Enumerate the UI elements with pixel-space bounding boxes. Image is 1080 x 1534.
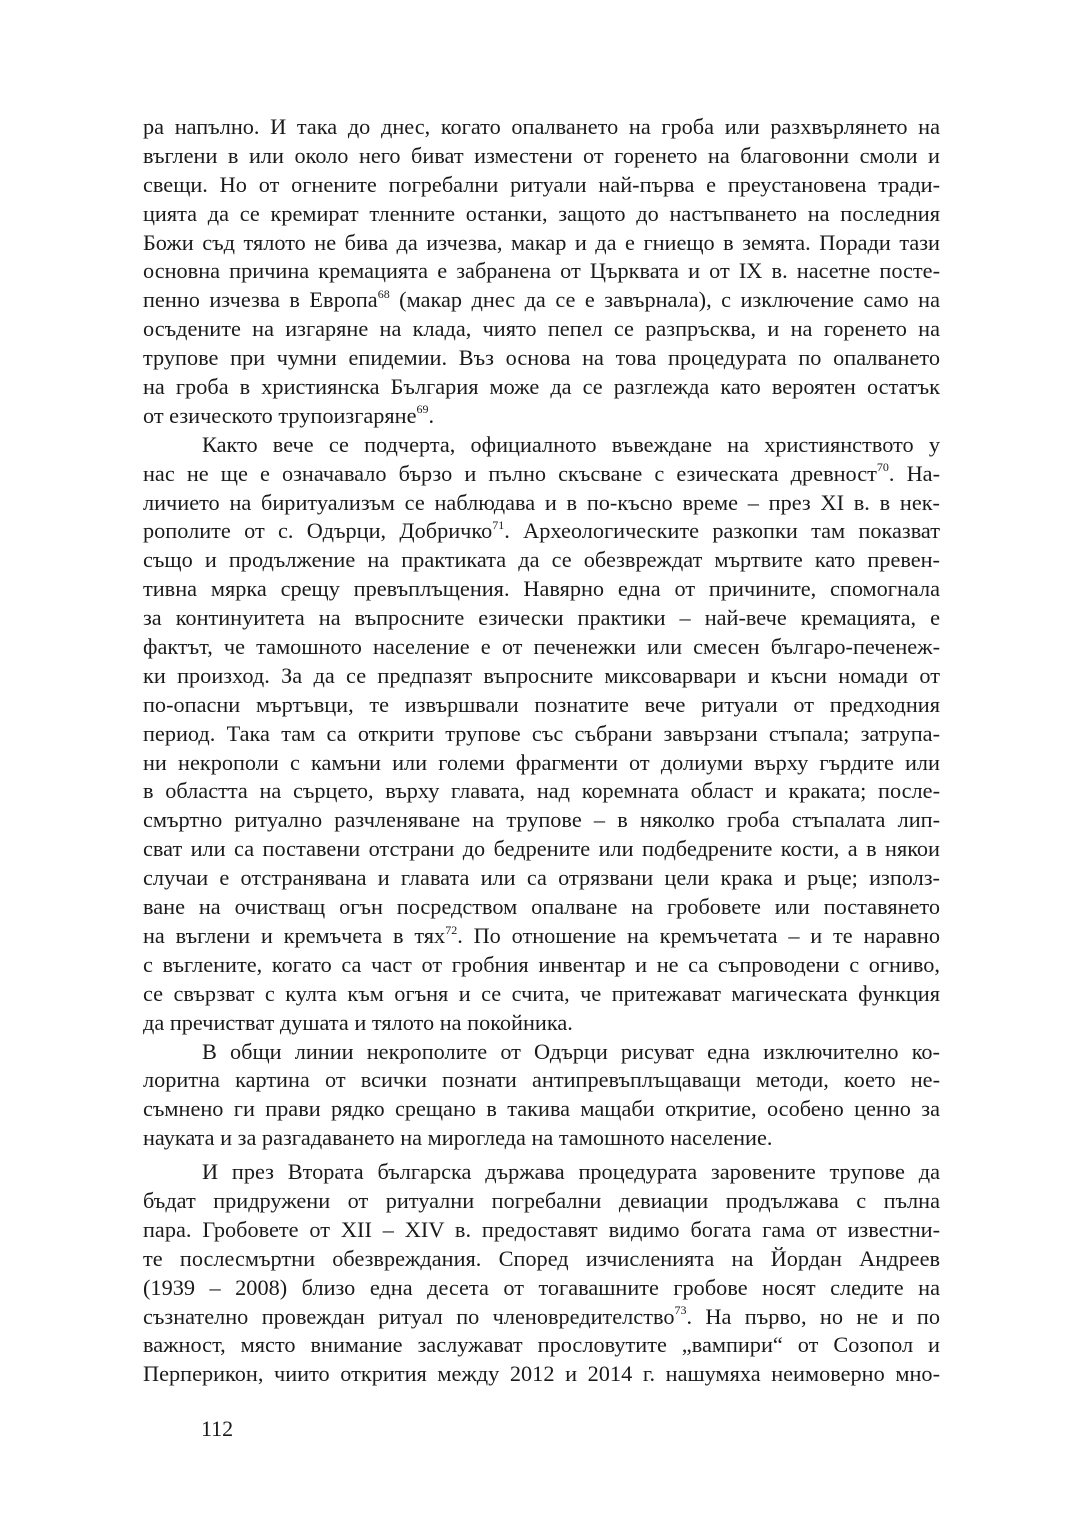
text-line: с въглените, когато са част от гробния инвентар и не са съпроводени с огниво, (143, 951, 940, 977)
paragraph (143, 431, 940, 1038)
paragraph (143, 113, 940, 431)
text-line: личието на биритуализъм се наблюдава и в по-късно време – през XI в. в нек- (143, 489, 940, 515)
text-line: ни некрополи с камъни или големи фрагменти от долиуми върху гърдите или (143, 749, 940, 775)
text-line: пара. Гробовете от XII – XIV в. предоставят видимо богата гама от известни- (143, 1216, 940, 1242)
text-line: лоритна картина от всички познати антипревъплъщаващи методи, което не- (143, 1067, 940, 1093)
text-line: съзнателно провеждан ритуал по членовредителство$^{73}$. На първо, но не и по (143, 1303, 940, 1329)
text-line: на въглени и кремъчета в тях$^{72}$. По отношение на кремъчетата – и те наравно (143, 922, 940, 948)
text-line: те послесмъртни обезвреждания. Според изчисленията на Йордан Андреев (143, 1245, 940, 1271)
text-line: Божи съд тялото не бива да изчезва, макар и да е гниещо в земята. Поради тази (143, 229, 940, 255)
text-line: свещи. Но от огнените погребални ритуали най-първа е преустановена тради- (143, 171, 940, 197)
text-line: бъдат придружени от ритуални погребални девиации продължава с пълна (143, 1187, 940, 1213)
text-line: сват или са поставени отстрани до бедрените или подбедрените кости, а в някои (143, 836, 940, 862)
text-line: също и продължение на практиката да се обезвреждат мъртвите като превен- (143, 547, 940, 573)
text-line: период. Така там са открити трупове със събрани завързани стъпала; затрупа- (143, 720, 940, 746)
page-number: 112 (201, 1416, 234, 1441)
text-line: пенно изчезва в Европа$^{68}$ (макар днес да се е завърнала), с изключение само на (143, 286, 940, 313)
footnote-marker[interactable]: 69 (416, 402, 429, 417)
text-line: нас не ще е означавало бързо и пълно скъсване с езическата древност$^{70}$. На- (143, 460, 940, 486)
text-line: съмнено ги прави рядко срещано в такива мащаби откритие, особено ценно за (143, 1096, 940, 1122)
text-line: трупове при чумни епидемии. Въз основа на това процедурата по опалването (143, 345, 940, 371)
text-line: смъртно ритуално разчленяване на трупове – в няколко гроба стъпалата лип- (143, 807, 940, 833)
text-line: ра напълно. И така до днес, когато опалването на гроба или разхвърлянето на (143, 114, 940, 139)
text-line: (1939 – 2008) близо една десета от тогавашните гробове носят следите на (143, 1274, 940, 1300)
text-line: цията да се кремират тленните останки, защото до настъпването на последния (143, 200, 940, 226)
footnote-marker[interactable]: 71 (492, 518, 505, 533)
text-line: осъдените на изгаряне на клада, чиято пепел се разпръсква, и на горенето на (143, 316, 940, 342)
footnote-marker[interactable]: 68 (377, 286, 390, 301)
footnote-marker[interactable]: 70 (876, 460, 889, 475)
text-line: да пречистват душата и тялото на покойника. (143, 1009, 573, 1035)
text-line: въглени в или около него биват изместени от горенето на благовонни смоли и (143, 142, 940, 168)
text-line: ки произход. За да се предпазят въпросните миксоварвари и късни номади от (143, 662, 940, 688)
text-line: в областта на сърцето, върху главата, над коремната област и краката; после- (143, 778, 940, 804)
text-line: тивна мярка срещу превъплъщения. Навярно една от причините, спомогнала (143, 576, 940, 602)
text-line: се свързват с култа към огъня и се счита, че притежават магическата функция (143, 980, 940, 1006)
text-line: Перперикон, чиито открития между 2012 и 2014 г. нашумяха неимоверно мно- (143, 1361, 940, 1387)
text-line: рополите от с. Одърци, Добричко$^{71}$. Археологическите разкопки там показват (143, 518, 940, 544)
text-line: по-опасни мъртъвци, те извършвали познатите вече ритуали от предходния (143, 691, 940, 717)
body-text (143, 113, 940, 1389)
text-line: от езическото трупоизгаряне$^{69}$. (143, 402, 435, 428)
text-line: основна причина кремацията е забранена от Църквата и от IX в. насетне посте- (143, 258, 940, 284)
text-line: на гроба в християнска България може да се разглежда като вероятен остатък (143, 374, 940, 400)
text-line: за континуитета на въпросните езически практики – най-вече кремацията, е (143, 605, 940, 631)
text-line: важност, място внимание заслужават прословутите „вампири“ от Созопол и (143, 1332, 940, 1358)
text-line: науката и за разгадаването на мирогледа на тамошното население. (143, 1125, 773, 1151)
paragraph (143, 1038, 940, 1154)
text-line: случаи е отстранявана и главата или са отрязвани цели крака и ръце; използ- (143, 865, 940, 891)
text-line: ване на очистващ огън посредством опалване на гробовете или поставянето (143, 894, 940, 920)
text-line: И през Втората българска държава процедурата заровените трупове да (202, 1159, 940, 1185)
text-line: Както вече се подчерта, официалното въвеждане на християнството у (202, 431, 940, 457)
text-line: В общи линии некрополите от Одърци рисуват една изключително ко- (202, 1038, 940, 1064)
text-line: фактът, че тамошното население е от печенежки или смесен българо-печенеж- (143, 634, 940, 660)
footnote-marker[interactable]: 72 (445, 922, 458, 937)
footnote-marker[interactable]: 73 (674, 1303, 687, 1318)
paragraph (143, 1158, 940, 1389)
